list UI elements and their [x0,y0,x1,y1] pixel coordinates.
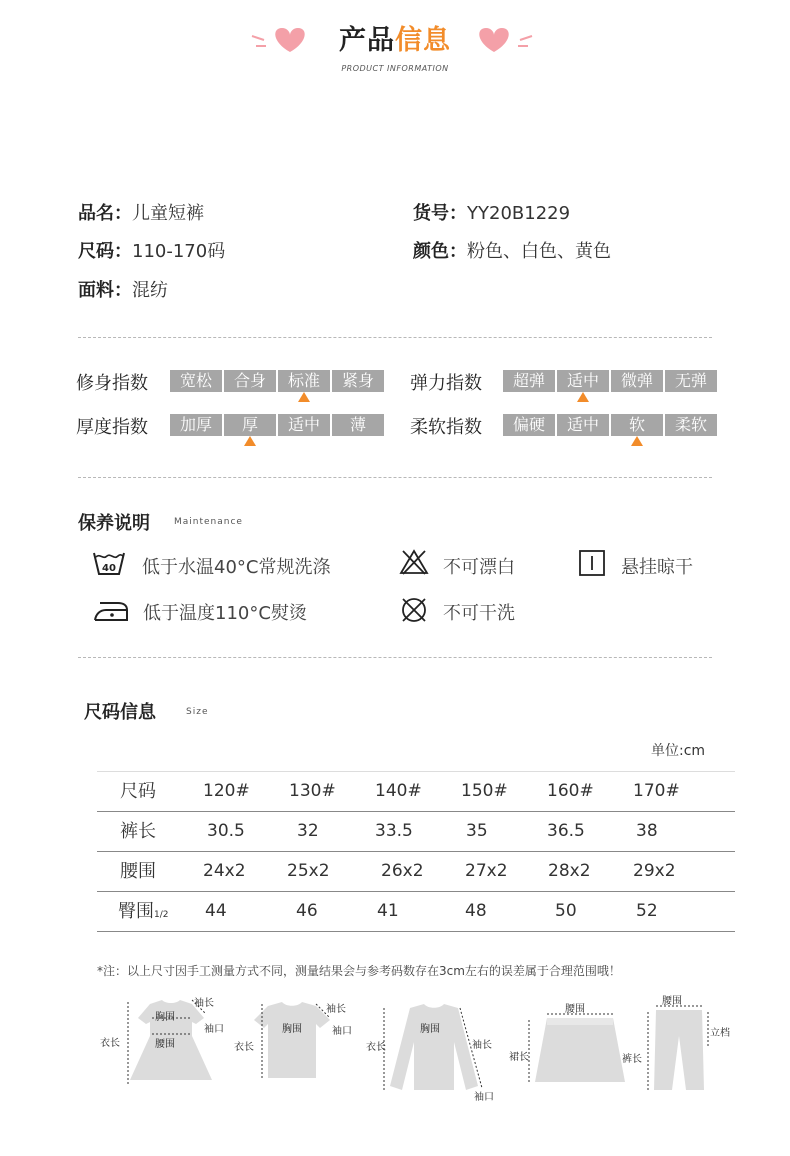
pants-length-label: 裤长 [622,1054,642,1065]
table-cell: 28x2 [548,861,591,881]
pants-waist-label: 腰围 [662,996,682,1007]
table-cell: 130# [289,781,336,801]
index-bar-softness [503,414,717,436]
index-option: 适中 [557,414,609,436]
selected-marker-icon [244,436,256,446]
iron-icon [92,596,130,628]
selected-marker-icon [298,392,310,402]
care-wash-text: 低于水温40°C常规洗涤 [142,557,331,578]
index-option: 偏硬 [503,414,555,436]
tshirt-chest-label: 胸围 [282,1024,302,1035]
no-bleach-icon [399,548,429,580]
table-cell: 38 [636,821,658,841]
index-label-thickness: 厚度指数 [76,417,148,438]
sweater-sleeve-label: 袖长 [472,1040,492,1051]
wash-40-icon [92,548,126,582]
table-cell: 尺码 [120,781,156,802]
table-cell: 35 [466,821,488,841]
hang-dry-icon [578,549,606,581]
tshirt-sleeve-label: 袖长 [326,1004,346,1015]
sweater-length-label: 衣长 [366,1042,386,1053]
table-cell: 27x2 [465,861,508,881]
index-option: 紧身 [332,370,384,392]
index-option: 微弹 [611,370,663,392]
product-colors: 颜色：粉色、白色、黄色 [413,241,611,262]
care-subtitle: Maintenance [174,517,243,527]
size-note: *注：以上尺寸因手工测量方式不同，测量结果会与参考码数存在3cm左右的误差属于合理范围哦！ [97,964,621,978]
sweater-chest-label: 胸围 [420,1024,440,1035]
page-subtitle: PRODUCT INFORMATION [341,64,449,73]
product-item-number: 货号：YY20B1229 [413,203,571,224]
table-cell: 170# [633,781,680,801]
table-cell: 50 [555,901,577,921]
selected-marker-icon [631,436,643,446]
table-cell: 裤长 [120,821,156,842]
table-cell: 25x2 [287,861,330,881]
heart-right-icon [474,22,534,56]
table-cell: 36.5 [547,821,585,841]
selected-marker-icon [577,392,589,402]
table-cell: 24x2 [203,861,246,881]
table-cell: 30.5 [207,821,245,841]
size-title: 尺码信息 [84,702,156,723]
index-option: 无弹 [665,370,717,392]
divider [78,337,712,338]
care-dry-text: 悬挂晾干 [621,557,693,578]
table-cell: 46 [296,901,318,921]
table-row [97,772,735,812]
no-dry-clean-icon [400,596,428,628]
dress-waist-label: 腰围 [155,1039,175,1050]
table-cell: 32 [297,821,319,841]
skirt-length-label: 裙长 [509,1052,529,1063]
skirt-waist-label: 腰围 [565,1004,585,1015]
table-cell: 41 [377,901,399,921]
tshirt-cuff-label: 袖口 [332,1026,352,1037]
dress-cuff-label: 袖口 [204,1024,224,1035]
size-unit: 单位:cm [651,743,706,759]
index-bar-elasticity [503,370,717,392]
index-option: 加厚 [170,414,222,436]
dress-diagram [100,992,240,1092]
care-bleach-text: 不可漂白 [443,557,515,578]
table-cell: 33.5 [375,821,413,841]
table-cell: 120# [203,781,250,801]
table-cell: 52 [636,901,658,921]
care-title: 保养说明 [78,513,150,534]
index-option: 柔软 [665,414,717,436]
table-row [97,812,735,852]
table-cell: 140# [375,781,422,801]
index-option: 厚 [224,414,276,436]
product-size-range: 尺码：110-170码 [78,241,226,262]
table-row [97,892,735,932]
index-bar-thickness [170,414,384,436]
divider [78,477,712,478]
care-dryclean-text: 不可干洗 [443,603,515,624]
index-option: 适中 [278,414,330,436]
product-name: 品名：儿童短裤 [78,203,204,224]
care-iron-text: 低于温度110°C熨烫 [143,603,307,624]
dress-length-label: 衣长 [100,1038,120,1049]
index-option: 宽松 [170,370,222,392]
index-option: 适中 [557,370,609,392]
table-cell: 48 [465,901,487,921]
index-label-fit: 修身指数 [76,373,148,394]
table-cell: 44 [205,901,227,921]
wash-temp-badge: 40 [102,563,116,574]
table-cell: 腰围 [120,861,156,882]
skirt-diagram [505,998,630,1092]
dress-chest-label: 胸围 [155,1012,175,1023]
index-bar-fit [170,370,384,392]
index-option: 超弹 [503,370,555,392]
sweater-cuff-label: 袖口 [474,1092,494,1103]
table-row [97,852,735,892]
table-cell: 26x2 [381,861,424,881]
index-option: 软 [611,414,663,436]
hip-half-suffix: 1/2 [154,910,169,920]
index-label-elasticity: 弹力指数 [410,373,482,394]
pants-diagram [620,990,740,1094]
tshirt-diagram [232,996,362,1086]
index-option: 合身 [224,370,276,392]
index-option: 标准 [278,370,330,392]
pants-rise-label: 立档 [710,1028,730,1039]
table-cell: 臀围1/2 [118,901,169,922]
size-subtitle: Size [186,707,209,717]
table-cell: 160# [547,781,594,801]
sweater-diagram [364,998,514,1102]
dress-sleeve-label: 袖长 [194,998,214,1009]
tshirt-length-label: 衣长 [234,1042,254,1053]
page-title: 产品信息 [339,25,451,56]
table-cell: 29x2 [633,861,676,881]
index-label-softness: 柔软指数 [410,417,482,438]
divider [78,657,712,658]
table-cell: 150# [461,781,508,801]
product-fabric: 面料：混纺 [78,280,168,301]
index-option: 薄 [332,414,384,436]
